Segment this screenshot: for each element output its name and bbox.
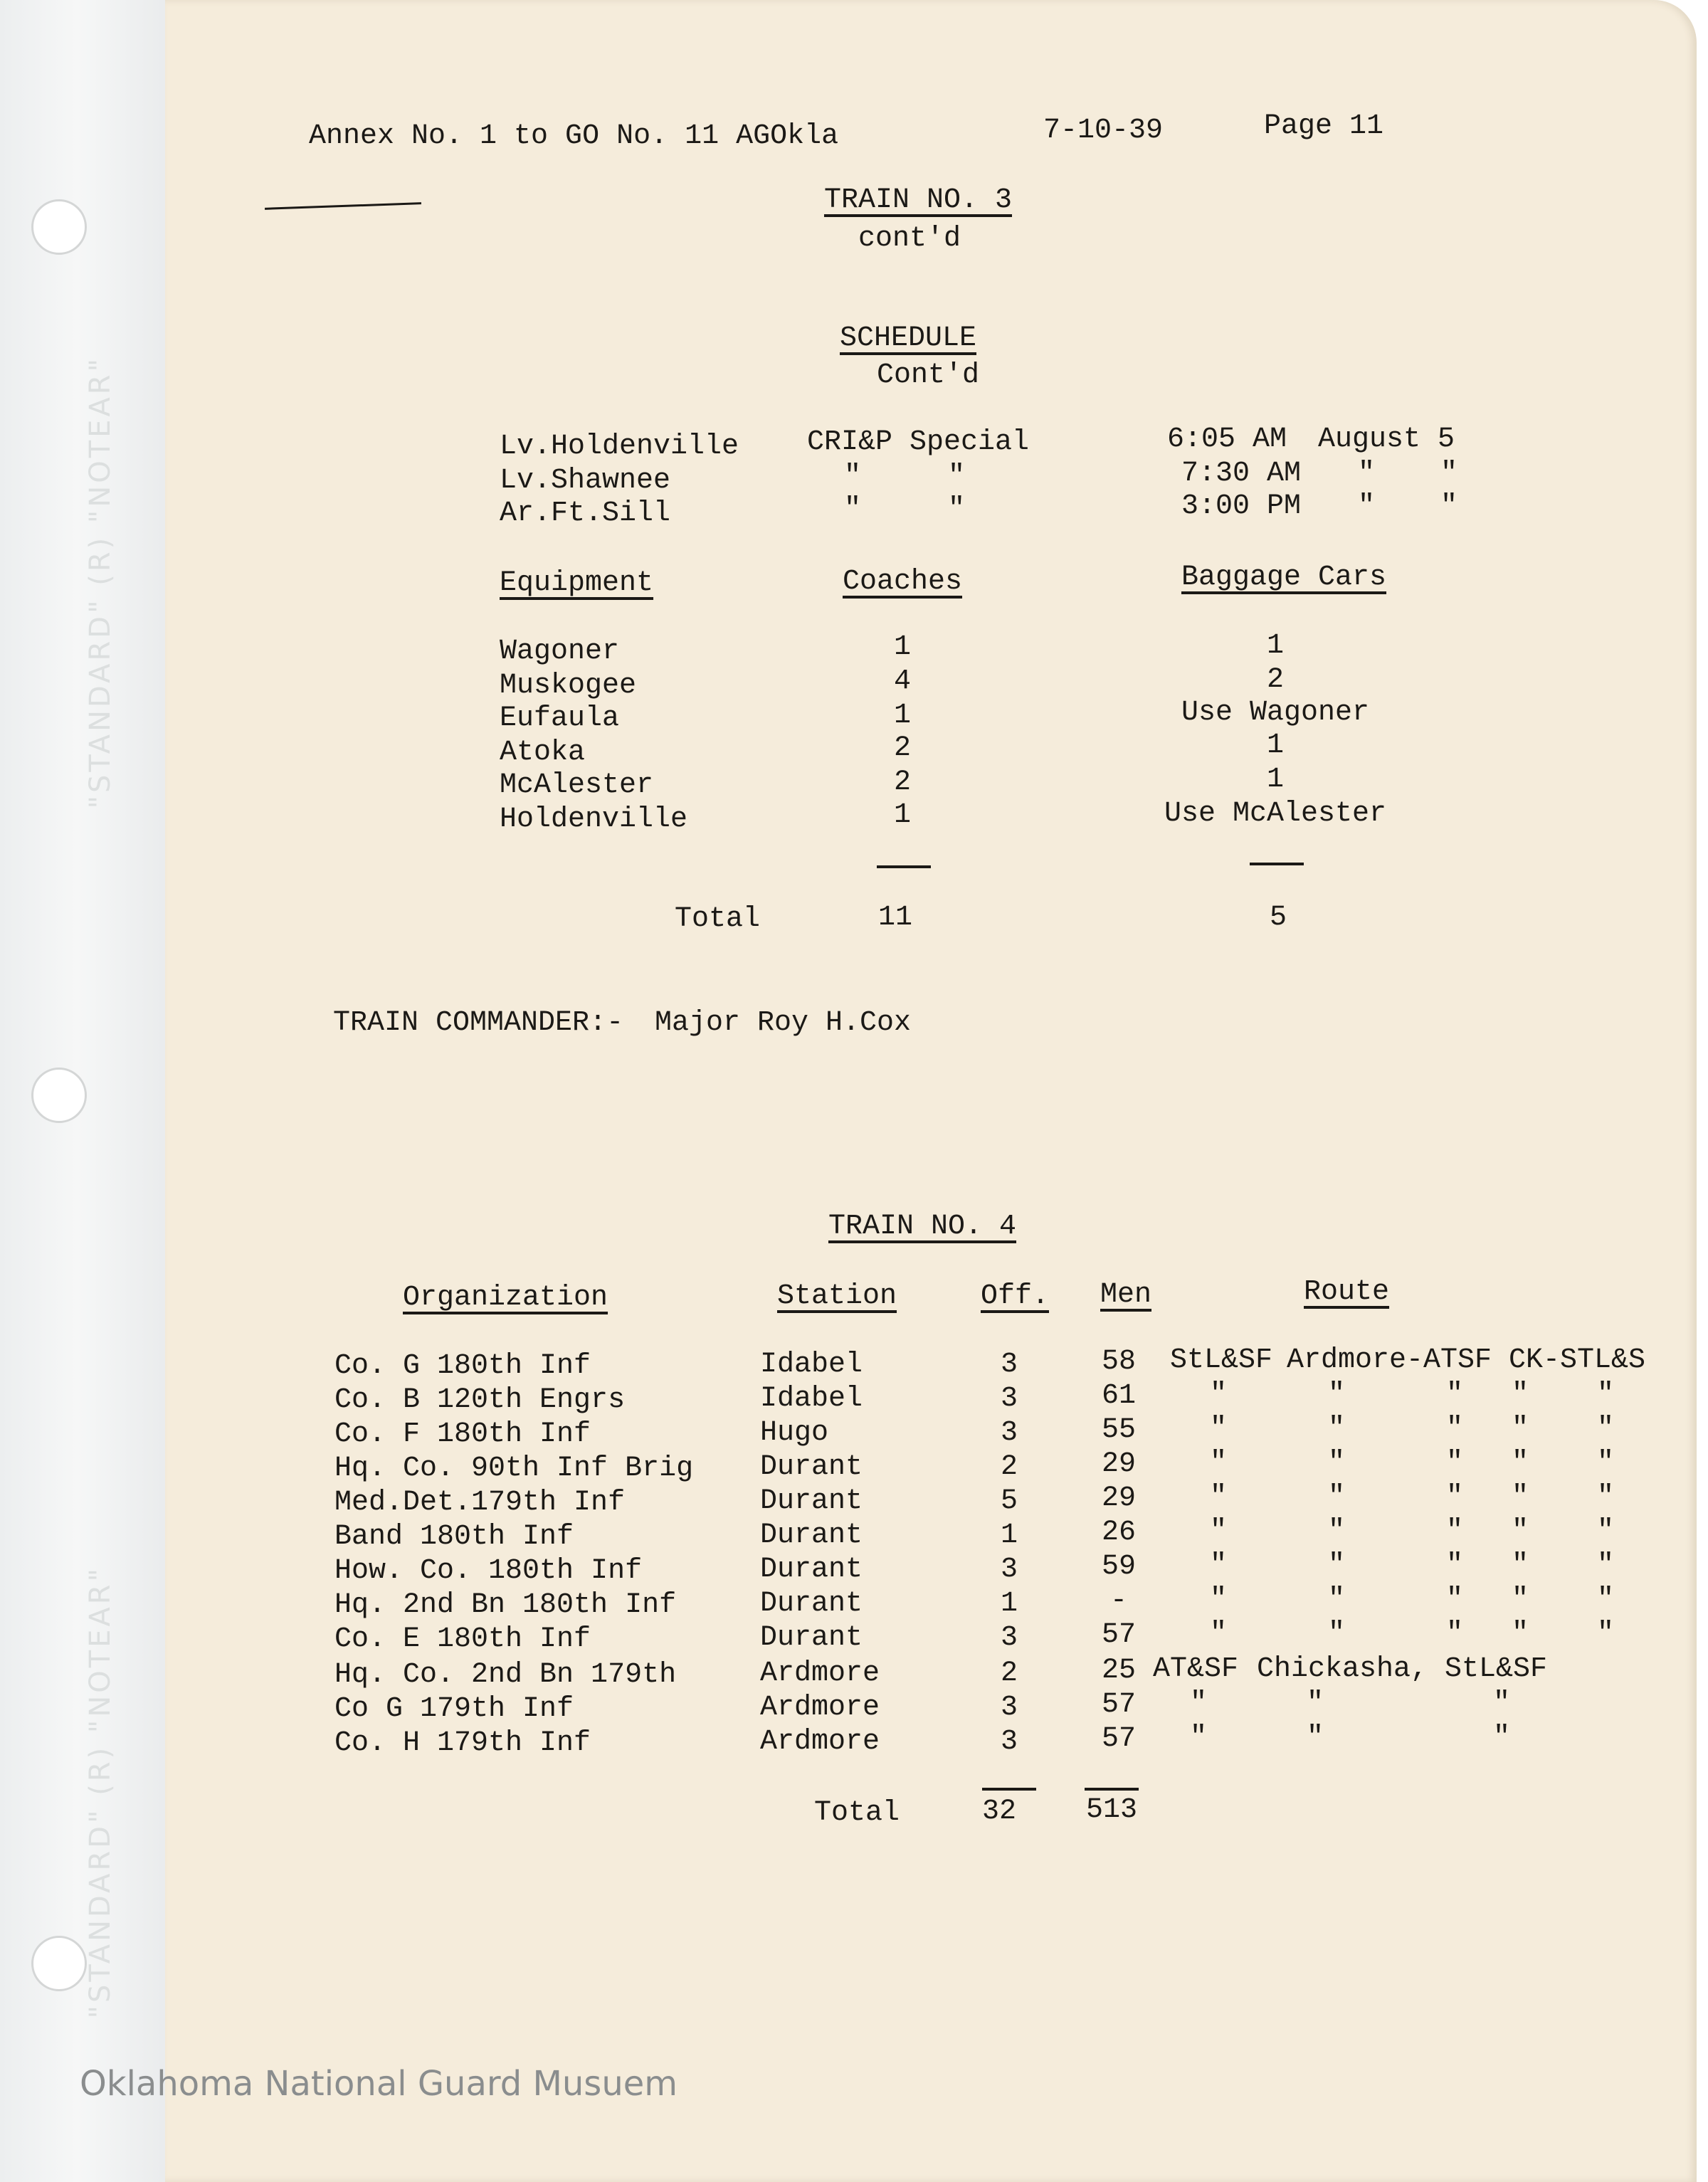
coaches-count: 1: [893, 631, 912, 663]
schedule-time: 7:30 AM: [1181, 458, 1302, 490]
station-cell: Idabel: [760, 1349, 863, 1381]
ditto-mark: ": [1210, 1481, 1228, 1513]
baggage-count: 1: [1266, 764, 1285, 796]
coaches-count: 1: [893, 799, 912, 831]
station-cell: Durant: [760, 1588, 863, 1620]
route-cell: StL&SF: [1170, 1344, 1273, 1376]
schedule-station: Ar.Ft.Sill: [500, 497, 671, 529]
station-cell: Durant: [760, 1485, 863, 1517]
station-cell: Hugo: [760, 1417, 829, 1449]
off-cell: 3: [1000, 1622, 1018, 1654]
binder-strip: [0, 0, 173, 2182]
ditto-mark: ": [1512, 1481, 1529, 1513]
equipment-total-label: Total: [675, 903, 761, 935]
route-cell: Ardmore-ATSF: [1287, 1344, 1492, 1376]
station-cell: Ardmore: [760, 1726, 880, 1758]
ditto-mark: ": [1328, 1549, 1346, 1581]
binder-hole: [31, 199, 87, 255]
schedule-time: 6:05 AM: [1167, 423, 1287, 455]
organization-cell: Co. G 180th Inf: [334, 1350, 591, 1382]
ditto-mark: ": [1328, 1515, 1346, 1547]
ditto-mark: ": [1597, 1481, 1615, 1513]
off-cell: 3: [1000, 1383, 1018, 1415]
equipment-name: Eufaula: [500, 702, 620, 734]
organization-cell: Co. H 179th Inf: [334, 1727, 591, 1759]
ditto-mark: ": [1597, 1447, 1615, 1479]
total-rule: [877, 865, 931, 868]
route-header: Route: [1304, 1276, 1390, 1308]
binder-hole: [31, 1936, 87, 1991]
men-cell: 57: [1101, 1689, 1137, 1721]
total-rule: [1250, 863, 1304, 865]
organization-cell: Co. F 180th Inf: [334, 1418, 591, 1450]
ditto-mark: ": [1440, 490, 1458, 522]
ditto-mark: ": [1446, 1413, 1464, 1445]
ditto-mark: ": [948, 493, 966, 525]
ditto-mark: ": [1358, 490, 1376, 522]
ditto-mark: ": [1328, 1379, 1346, 1411]
off-cell: 5: [1000, 1485, 1018, 1517]
train3-contd: cont'd: [858, 223, 961, 255]
off-cell: 3: [1000, 1417, 1018, 1449]
station-cell: Durant: [760, 1519, 863, 1551]
schedule-date: August 5: [1318, 423, 1455, 455]
train-commander-label: TRAIN COMMANDER:-: [333, 1007, 624, 1039]
schedule-carrier: CRI&P Special: [807, 426, 1030, 458]
baggage-count: Use McAlester: [1164, 798, 1387, 830]
ditto-mark: ": [1358, 458, 1376, 490]
station-cell: Durant: [760, 1554, 863, 1586]
ditto-mark: ": [1446, 1447, 1464, 1479]
ditto-mark: ": [1493, 1722, 1511, 1754]
ditto-mark: ": [1328, 1618, 1346, 1650]
men-cell: 57: [1101, 1723, 1137, 1755]
ditto-mark: ": [1512, 1379, 1529, 1411]
ditto-mark: ": [1512, 1413, 1529, 1445]
ditto-mark: ": [1210, 1549, 1228, 1581]
ditto-mark: ": [1597, 1618, 1615, 1650]
off-cell: 3: [1000, 1554, 1018, 1586]
equipment-name: Muskogee: [500, 670, 637, 702]
ditto-mark: ": [1597, 1549, 1615, 1581]
station-header: Station: [777, 1280, 897, 1312]
men-header: Men: [1100, 1279, 1152, 1311]
ditto-mark: ": [1446, 1583, 1464, 1616]
ditto-mark: ": [1307, 1722, 1324, 1754]
men-cell: 57: [1101, 1619, 1137, 1651]
ditto-mark: ": [1210, 1583, 1228, 1616]
ditto-mark: ": [1512, 1583, 1529, 1616]
men-cell: 29: [1101, 1482, 1137, 1514]
men-cell: 29: [1101, 1448, 1137, 1480]
off-cell: 1: [1000, 1588, 1018, 1620]
ditto-mark: ": [1210, 1447, 1228, 1479]
train3-title: TRAIN NO. 3: [823, 184, 1013, 216]
baggage-cars-header: Baggage Cars: [1181, 562, 1387, 594]
route-cell: CK-STL&S: [1509, 1344, 1646, 1376]
ditto-mark: ": [1493, 1687, 1511, 1719]
route-cell: StL&SF: [1445, 1653, 1548, 1685]
organization-cell: Co G 179th Inf: [334, 1693, 574, 1725]
men-cell: 61: [1101, 1380, 1137, 1412]
organization-cell: Hq. 2nd Bn 180th Inf: [334, 1589, 677, 1621]
ditto-mark: ": [1210, 1515, 1228, 1547]
total-rule: [1085, 1788, 1139, 1791]
organization-cell: Band 180th Inf: [334, 1521, 574, 1553]
ditto-mark: ": [1210, 1379, 1228, 1411]
ditto-mark: ": [1512, 1447, 1529, 1479]
ditto-mark: ": [1446, 1515, 1464, 1547]
binder-edge-text: "STANDARD" (R) "NOTEAR": [84, 1566, 117, 2019]
men-cell: 58: [1101, 1346, 1137, 1378]
ditto-mark: ": [844, 460, 862, 492]
train4-total-label: Total: [814, 1797, 900, 1829]
ditto-mark: ": [1446, 1379, 1464, 1411]
baggage-total: 5: [1269, 902, 1287, 934]
schedule-station: Lv.Holdenville: [500, 431, 739, 463]
page-number: Page 11: [1264, 110, 1384, 142]
ditto-mark: ": [1512, 1549, 1529, 1581]
station-cell: Durant: [760, 1622, 863, 1654]
off-cell: 2: [1000, 1451, 1018, 1483]
ditto-mark: ": [1210, 1618, 1228, 1650]
ditto-mark: ": [1328, 1481, 1346, 1513]
ditto-mark: ": [1597, 1515, 1615, 1547]
off-cell: 3: [1000, 1692, 1018, 1724]
men-cell: 55: [1101, 1414, 1137, 1446]
ditto-mark: ": [1328, 1447, 1346, 1479]
total-rule: [982, 1788, 1036, 1791]
off-header: Off.: [981, 1280, 1050, 1312]
equipment-name: Wagoner: [500, 636, 620, 668]
ditto-mark: ": [1446, 1618, 1464, 1650]
ditto-mark: ": [1190, 1687, 1208, 1719]
men-cell: 26: [1101, 1517, 1137, 1549]
organization-header: Organization: [403, 1282, 608, 1314]
schedule-time: 3:00 PM: [1181, 490, 1302, 522]
equipment-name: Holdenville: [500, 803, 688, 836]
organization-cell: Co. B 120th Engrs: [334, 1384, 626, 1416]
station-cell: Idabel: [760, 1383, 863, 1415]
route-cell: AT&SF: [1153, 1653, 1239, 1685]
ditto-mark: ": [1190, 1722, 1208, 1754]
off-cell: 1: [1000, 1519, 1018, 1551]
station-cell: Durant: [760, 1451, 863, 1483]
document-date: 7-10-39: [1043, 115, 1164, 147]
ditto-mark: ": [1307, 1687, 1324, 1719]
binder-edge-text: "STANDARD" (R) "NOTEAR": [84, 356, 117, 809]
ditto-mark: ": [844, 493, 862, 525]
coaches-count: 1: [893, 700, 912, 732]
binder-hole: [31, 1068, 87, 1123]
ditto-mark: ": [1597, 1583, 1615, 1616]
station-cell: Ardmore: [760, 1692, 880, 1724]
organization-cell: How. Co. 180th Inf: [334, 1555, 643, 1587]
ditto-mark: ": [1210, 1413, 1228, 1445]
schedule-title: SCHEDULE: [839, 322, 977, 354]
organization-cell: Med.Det.179th Inf: [334, 1487, 626, 1519]
ditto-mark: ": [1597, 1379, 1615, 1411]
ditto-mark: ": [1597, 1413, 1615, 1445]
baggage-count: 1: [1266, 729, 1285, 761]
off-cell: 3: [1000, 1349, 1018, 1381]
off-cell: 3: [1000, 1726, 1018, 1758]
equipment-name: McAlester: [500, 769, 654, 801]
men-cell: 59: [1101, 1551, 1137, 1583]
route-cell: Chickasha,: [1257, 1653, 1428, 1685]
annex-reference: Annex No. 1 to GO No. 11 AGOkla: [309, 120, 839, 152]
ditto-mark: ": [1512, 1515, 1529, 1547]
equipment-header: Equipment: [500, 567, 654, 599]
off-cell: 2: [1000, 1657, 1018, 1690]
men-cell: -: [1109, 1585, 1128, 1617]
ditto-mark: ": [1512, 1618, 1529, 1650]
ditto-mark: ": [1446, 1549, 1464, 1581]
baggage-count: Use Wagoner: [1181, 697, 1370, 729]
train4-title: TRAIN NO. 4: [828, 1211, 1017, 1243]
station-cell: Ardmore: [760, 1657, 880, 1690]
ditto-mark: ": [1328, 1413, 1346, 1445]
coaches-header: Coaches: [842, 566, 963, 598]
off-total: 32: [981, 1796, 1017, 1828]
ditto-mark: ": [948, 460, 966, 492]
men-cell: 25: [1101, 1655, 1137, 1687]
organization-cell: Hq. Co. 90th Inf Brig: [334, 1453, 694, 1485]
coaches-total: 11: [877, 902, 913, 934]
ditto-mark: ": [1446, 1481, 1464, 1513]
baggage-count: 2: [1266, 664, 1285, 696]
coaches-count: 2: [893, 766, 912, 799]
train-commander-name: Major Roy H.Cox: [655, 1007, 912, 1039]
coaches-count: 4: [893, 665, 912, 697]
museum-watermark: Oklahoma National Guard Musuem: [80, 2064, 678, 2104]
organization-cell: Hq. Co. 2nd Bn 179th: [334, 1659, 677, 1691]
equipment-name: Atoka: [500, 737, 586, 769]
coaches-count: 2: [893, 732, 912, 764]
baggage-count: 1: [1266, 630, 1285, 662]
schedule-station: Lv.Shawnee: [500, 465, 671, 497]
men-total: 513: [1085, 1794, 1138, 1826]
ditto-mark: ": [1328, 1583, 1346, 1616]
ditto-mark: ": [1440, 458, 1458, 490]
organization-cell: Co. E 180th Inf: [334, 1623, 591, 1655]
schedule-contd: Cont'd: [876, 359, 980, 391]
